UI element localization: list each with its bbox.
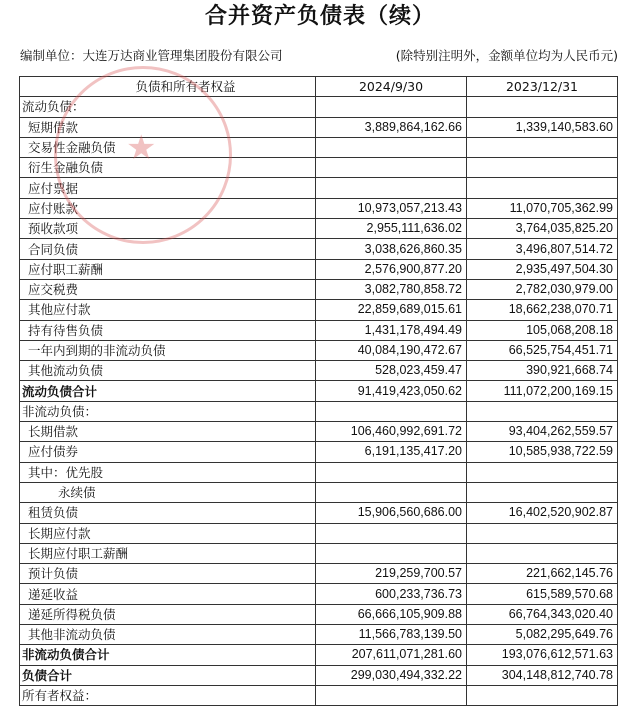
value-current	[316, 543, 467, 563]
row-label: 预计负债	[20, 564, 316, 584]
value-current: 3,082,780,858.72	[316, 279, 467, 299]
value-current: 219,259,700.57	[316, 564, 467, 584]
value-current	[316, 401, 467, 421]
value-prior: 105,068,208.18	[467, 320, 618, 340]
value-prior: 615,589,570.68	[467, 584, 618, 604]
row-label: 负债合计	[20, 665, 316, 685]
value-prior: 3,764,035,825.20	[467, 219, 618, 239]
value-prior: 390,921,668.74	[467, 361, 618, 381]
value-current: 10,973,057,213.43	[316, 198, 467, 218]
report-title: 合并资产负债表（续）	[204, 4, 435, 29]
value-current: 2,576,900,877.20	[316, 259, 467, 279]
value-prior: 5,082,295,649.76	[467, 625, 618, 645]
value-prior: 1,339,140,583.60	[467, 117, 618, 137]
value-current: 15,906,560,686.00	[316, 503, 467, 523]
table-row	[20, 117, 618, 137]
row-label: 其他应付款	[20, 300, 316, 320]
value-current	[316, 137, 467, 157]
table-row	[20, 178, 618, 198]
column-header-prior: 2023/12/31	[467, 77, 618, 97]
balance-sheet-table	[19, 76, 618, 706]
column-header-item: 负债和所有者权益	[20, 77, 316, 97]
value-prior: 66,764,343,020.40	[467, 604, 618, 624]
row-label: 合同负债	[20, 239, 316, 259]
value-current	[316, 685, 467, 705]
value-prior	[467, 178, 618, 198]
row-label: 其他非流动负债	[20, 625, 316, 645]
row-label: 非流动负债：	[20, 401, 316, 421]
value-current: 106,460,992,691.72	[316, 422, 467, 442]
table-header-row	[20, 77, 618, 97]
value-current: 299,030,494,332.22	[316, 665, 467, 685]
row-label: 其中：优先股	[20, 462, 316, 482]
row-label: 衍生金融负债	[20, 158, 316, 178]
table-row	[20, 97, 618, 117]
row-label: 应付票据	[20, 178, 316, 198]
row-label: 长期应付职工薪酬	[20, 543, 316, 563]
value-prior: 304,148,812,740.78	[467, 665, 618, 685]
value-current: 11,566,783,139.50	[316, 625, 467, 645]
table-row	[20, 584, 618, 604]
row-label: 一年内到期的非流动负债	[20, 340, 316, 360]
row-label: 流动负债：	[20, 97, 316, 117]
value-prior	[467, 158, 618, 178]
table-row	[20, 442, 618, 462]
value-current: 3,038,626,860.35	[316, 239, 467, 259]
value-current: 2,955,111,636.02	[316, 219, 467, 239]
table-row	[20, 320, 618, 340]
value-prior	[467, 462, 618, 482]
value-current: 3,889,864,162.66	[316, 117, 467, 137]
row-label: 短期借款	[20, 117, 316, 137]
table-row	[20, 259, 618, 279]
value-current	[316, 97, 467, 117]
table-row	[20, 340, 618, 360]
value-prior	[467, 523, 618, 543]
value-prior: 66,525,754,451.71	[467, 340, 618, 360]
value-current	[316, 178, 467, 198]
table-row	[20, 564, 618, 584]
row-label: 预收款项	[20, 219, 316, 239]
table-row	[20, 482, 618, 502]
row-label: 所有者权益：	[20, 685, 316, 705]
value-prior: 11,070,705,362.99	[467, 198, 618, 218]
value-current: 40,084,190,472.67	[316, 340, 467, 360]
seal-star-icon: ★	[126, 128, 157, 168]
row-label: 递延收益	[20, 584, 316, 604]
value-prior	[467, 482, 618, 502]
table-row	[20, 239, 618, 259]
unit-note: (除特别注明外，金额单位均为人民币元)	[395, 48, 618, 63]
column-header-current: 2024/9/30	[316, 77, 467, 97]
table-row	[20, 422, 618, 442]
row-label: 非流动负债合计	[20, 645, 316, 665]
value-current: 22,859,689,015.61	[316, 300, 467, 320]
value-prior: 2,935,497,504.30	[467, 259, 618, 279]
table-row	[20, 401, 618, 421]
row-label: 其他流动负债	[20, 361, 316, 381]
value-current: 207,611,071,281.60	[316, 645, 467, 665]
table-row	[20, 198, 618, 218]
table-row	[20, 685, 618, 705]
value-current: 91,419,423,050.62	[316, 381, 467, 401]
table-row	[20, 523, 618, 543]
value-prior: 221,662,145.76	[467, 564, 618, 584]
row-label: 永续债	[20, 482, 316, 502]
value-prior	[467, 97, 618, 117]
value-current: 66,666,105,909.88	[316, 604, 467, 624]
value-current	[316, 482, 467, 502]
value-prior	[467, 401, 618, 421]
value-prior: 193,076,612,571.63	[467, 645, 618, 665]
value-prior	[467, 685, 618, 705]
row-label: 长期借款	[20, 422, 316, 442]
table-row	[20, 381, 618, 401]
row-label: 应付债券	[20, 442, 316, 462]
value-prior: 93,404,262,559.57	[467, 422, 618, 442]
table-row	[20, 543, 618, 563]
table-row	[20, 279, 618, 299]
table-row	[20, 604, 618, 624]
value-current: 6,191,135,417.20	[316, 442, 467, 462]
value-prior	[467, 137, 618, 157]
value-prior: 16,402,520,902.87	[467, 503, 618, 523]
row-label: 交易性金融负债	[20, 137, 316, 157]
table-row	[20, 361, 618, 381]
row-label: 租赁负债	[20, 503, 316, 523]
table-row	[20, 219, 618, 239]
value-prior: 10,585,938,722.59	[467, 442, 618, 462]
value-prior: 18,662,238,070.71	[467, 300, 618, 320]
row-label: 长期应付款	[20, 523, 316, 543]
row-label: 应交税费	[20, 279, 316, 299]
row-label: 递延所得税负债	[20, 604, 316, 624]
value-prior: 111,072,200,169.15	[467, 381, 618, 401]
value-current	[316, 158, 467, 178]
value-current: 1,431,178,494.49	[316, 320, 467, 340]
value-current	[316, 523, 467, 543]
row-label: 流动负债合计	[20, 381, 316, 401]
company-name: 编制单位：大连万达商业管理集团股份有限公司	[20, 48, 283, 63]
table-row	[20, 462, 618, 482]
row-label: 应付账款	[20, 198, 316, 218]
value-current	[316, 462, 467, 482]
row-label: 持有待售负债	[20, 320, 316, 340]
table-row	[20, 158, 618, 178]
table-row	[20, 625, 618, 645]
value-current: 600,233,736.73	[316, 584, 467, 604]
value-current: 528,023,459.47	[316, 361, 467, 381]
table-row	[20, 665, 618, 685]
value-prior	[467, 543, 618, 563]
value-prior: 2,782,030,979.00	[467, 279, 618, 299]
table-row	[20, 645, 618, 665]
value-prior: 3,496,807,514.72	[467, 239, 618, 259]
table-row	[20, 503, 618, 523]
table-row	[20, 300, 618, 320]
row-label: 应付职工薪酬	[20, 259, 316, 279]
table-row	[20, 137, 618, 157]
